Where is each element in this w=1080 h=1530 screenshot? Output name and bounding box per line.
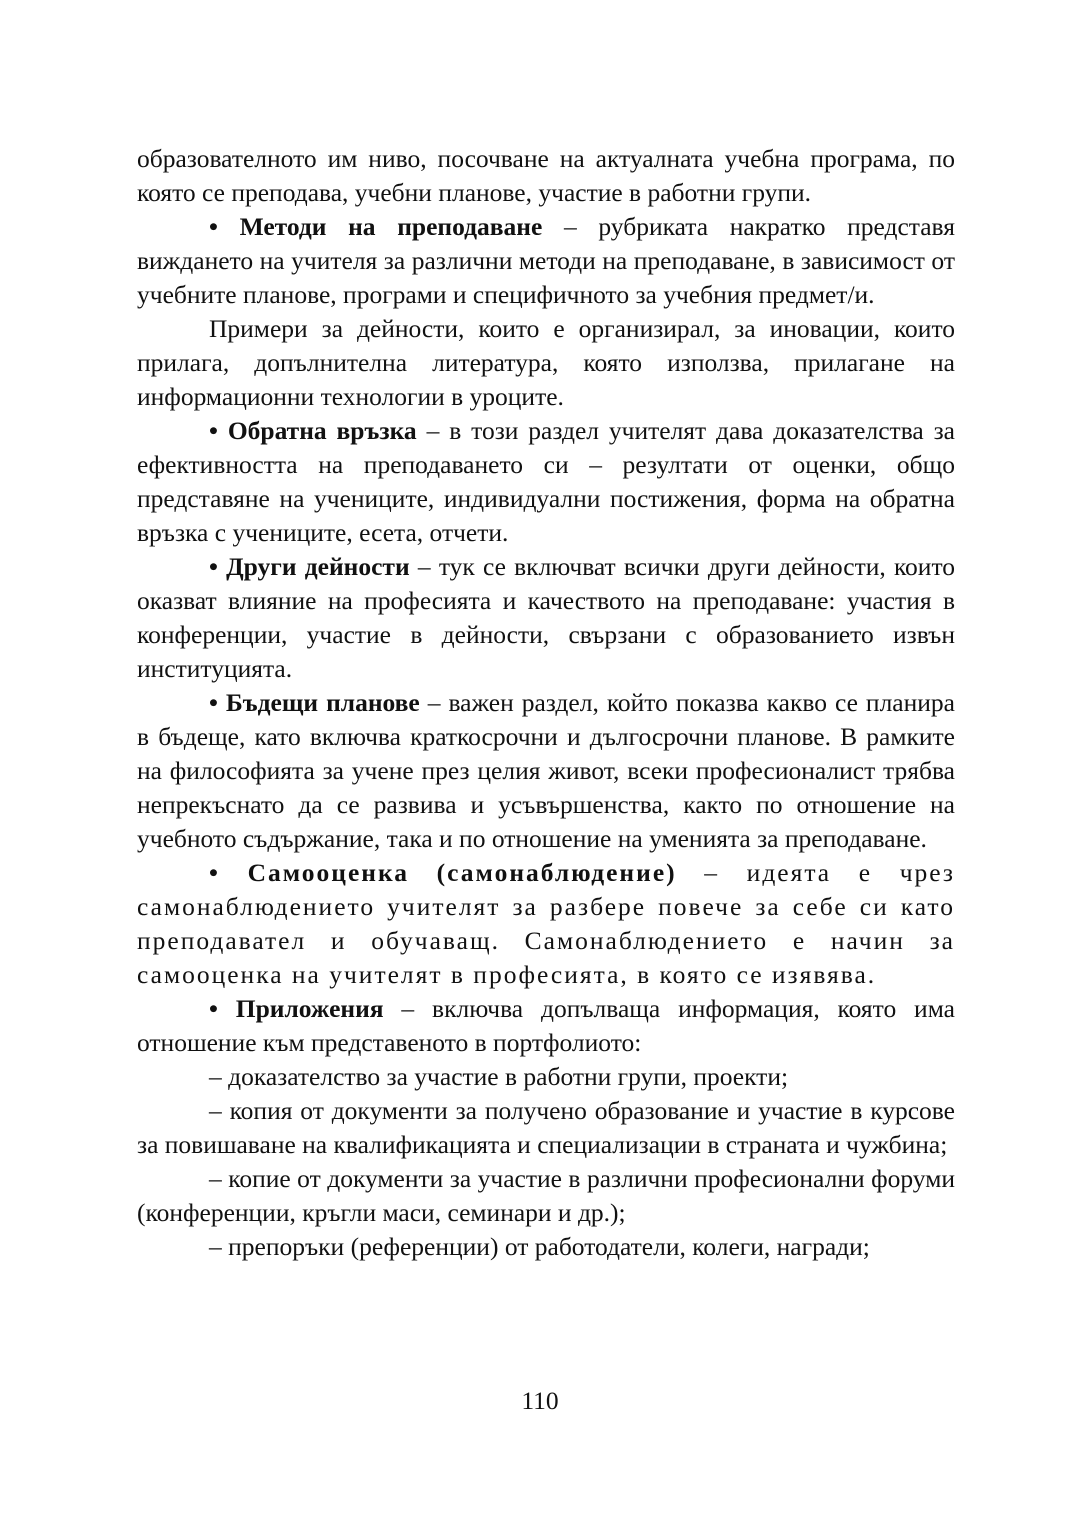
paragraph-appendices: • Приложения – включва допълваща информация, която има отношение към представеното в портфолиото: xyxy=(137,994,955,1057)
paragraph-examples: Примери за дейности, които е организирал, за иновации, които прилага, допълнителна литература, която използва, прилагане на информационни технологии в уроците. xyxy=(137,314,955,411)
paragraph-teaching-methods: • Методи на преподаване – рубриката накратко представя виждането на учителя за различни методи на преподаване, в зависимост от учебните планове, програми и специфичното за учебния предмет/и. xyxy=(137,212,955,309)
heading-self-assessment: • Самооценка (самонаблюдение) xyxy=(209,858,677,887)
heading-other-activities: • Други дейности xyxy=(209,552,410,581)
heading-teaching-methods: • Методи на преподаване xyxy=(209,212,543,241)
heading-appendices: • Приложения xyxy=(209,994,384,1023)
paragraph-other-activities: • Други дейности – тук се включват всички други дейности, които оказват влияние на професията и качеството на преподаване: участия в конференции, участие в дейности, свързани с образованието извън институцията. xyxy=(137,552,956,683)
list-item: – препоръки (референции) от работодатели, колеги, награди; xyxy=(209,1232,870,1261)
paragraph-feedback: • Обратна връзка – в този раздел учителят дава доказателства за ефективността на преподаването си – резултати от оценки, общо представяне на учениците, индивидуални постижения, форма на обратна връзка с учениците, есета, отчети. xyxy=(137,416,955,547)
paragraph-continuation: образователното им ниво, посочване на актуалната учебна програма, по която се преподава, учебни планове, участие в работни групи. xyxy=(137,144,955,207)
list-item: – копия от документи за получено образование и участие в курсове за повишаване на квалификацията и специализации в страната и чужбина; xyxy=(137,1096,955,1159)
paragraph-self-assessment: • Самооценка (самонаблюдение) – идеята е чрез самонаблюдението учителят за разбере повече за себе си като преподавател и обучаващ. Самонаблюдението е начин за самооценка на учителят в професията, в която се изявява. xyxy=(137,858,955,989)
paragraph-future-plans: • Бъдещи планове – важен раздел, който показва какво се планира в бъдеще, като включва краткосрочни и дългосрочни планове. В рамките на философията за учене през целия живот, всеки професионалист трябва непрекъснато да се развива и усъвършенства, както по отношение на учебното съдържание, така и по отношение на уменията за преподаване. xyxy=(137,688,955,853)
body-text xyxy=(137,142,955,1264)
page-number: 110 xyxy=(521,1386,559,1415)
list-item: – копие от документи за участие в различни професионални форуми (конференции, кръгли маси, семинари и др.); xyxy=(137,1164,955,1227)
list-item: – доказателство за участие в работни групи, проекти; xyxy=(209,1062,789,1091)
heading-feedback: • Обратна връзка xyxy=(209,416,417,445)
heading-future-plans: • Бъдещи планове xyxy=(209,688,420,717)
